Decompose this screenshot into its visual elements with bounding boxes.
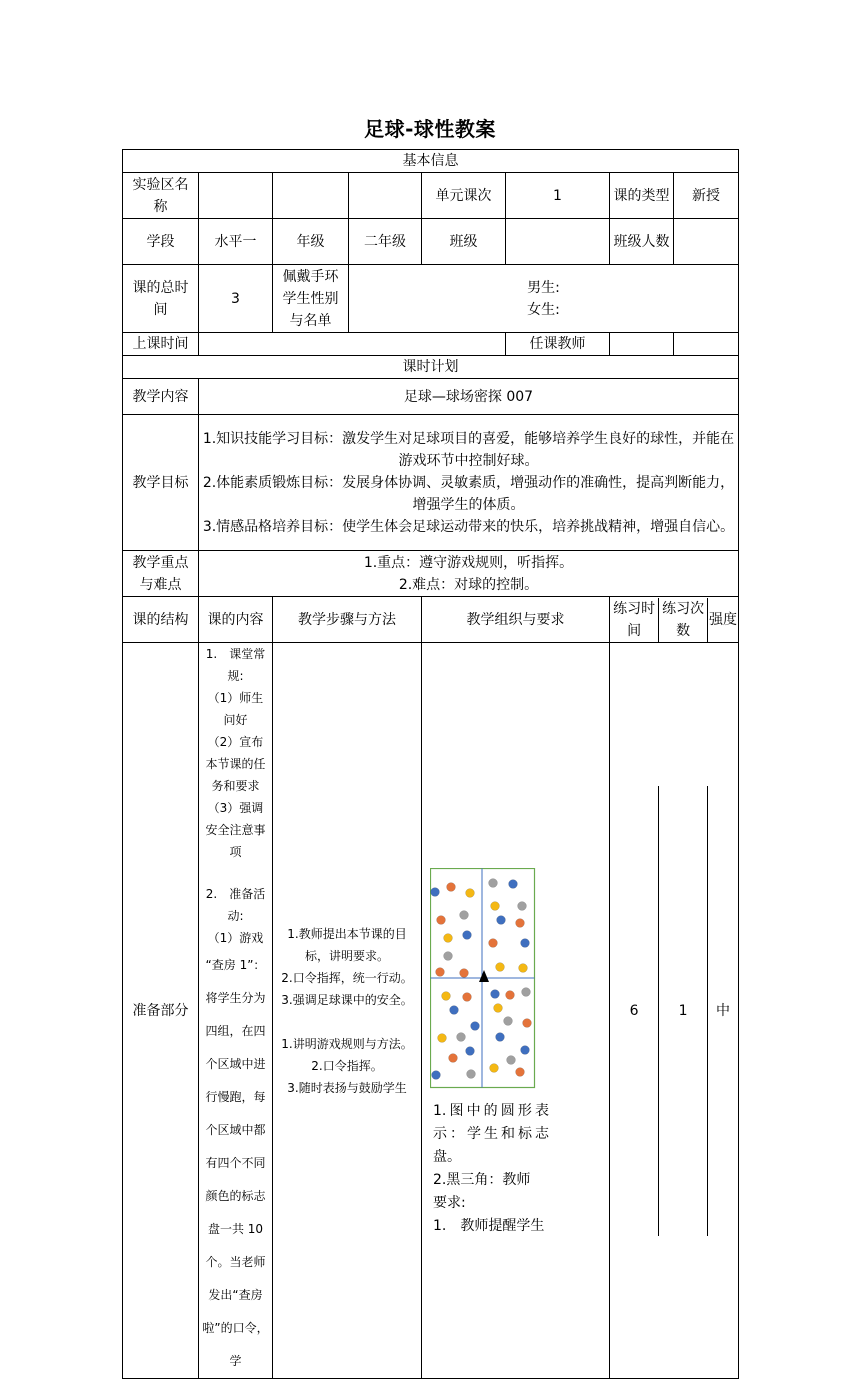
content-line: （3）强调安全注意事项 xyxy=(205,801,266,859)
marker-dot xyxy=(519,963,528,972)
org-line: 1.图中的圆形表示：学生和标志盘。 xyxy=(433,1102,549,1165)
class-value xyxy=(506,219,610,265)
marker-dot xyxy=(523,1018,532,1027)
marker-dot xyxy=(438,1033,447,1042)
key-points-cell xyxy=(199,551,739,597)
region-cell-2 xyxy=(273,173,349,219)
marker-dot xyxy=(489,938,498,947)
org-notes xyxy=(433,1100,549,1238)
type-value: 新授 xyxy=(674,173,739,219)
prep-metrics xyxy=(610,643,739,1379)
marker-dot xyxy=(449,1053,458,1062)
marker-dot xyxy=(431,887,440,896)
step-line: 2.口令指挥，统一行动。 xyxy=(281,970,413,985)
marker-dot xyxy=(460,910,469,919)
structure-header: 课的结构 xyxy=(123,597,199,643)
marker-dot xyxy=(460,968,469,977)
basic-info-header: 基本信息 xyxy=(123,150,739,173)
region-cell-3 xyxy=(349,173,422,219)
marker-dot xyxy=(432,1070,441,1079)
step-line: 1.教师提出本节课的目标，讲明要求。 xyxy=(287,926,407,963)
class-time-label: 上课时间 xyxy=(123,333,199,356)
class-time-value xyxy=(199,333,506,356)
marker-dot xyxy=(471,1021,480,1030)
content-line: （1）师生问好 xyxy=(207,691,264,727)
marker-dot xyxy=(444,933,453,942)
grade-value: 二年级 xyxy=(349,219,422,265)
goals-label: 教学目标 xyxy=(123,415,199,551)
content-line: （1）游戏 xyxy=(207,931,264,945)
marker-dot xyxy=(518,901,527,910)
field-diagram xyxy=(430,868,536,1090)
prep-label: 准备部分 xyxy=(123,643,199,1379)
male-label: 男生: xyxy=(527,279,560,296)
content-header: 课的内容 xyxy=(199,597,273,643)
teacher-label: 任课教师 xyxy=(506,333,610,356)
total-time-label: 课的总时间 xyxy=(123,265,199,333)
goal-item: 2.体能素质锻炼目标：发展身体协调、灵敏素质，增强动作的准确性，提高判断能力，增强学生的体质。 xyxy=(202,474,735,513)
count-label: 班级人数 xyxy=(610,219,674,265)
marker-dot xyxy=(521,1045,530,1054)
marker-dot xyxy=(496,1032,505,1041)
plan-header: 课时计划 xyxy=(123,356,739,379)
org-line: 1. 教师提醒学生 xyxy=(433,1217,545,1234)
content-line: （2）宣布本节课的任务和要求 xyxy=(205,735,266,793)
marker-dot xyxy=(466,1046,475,1055)
content-line: “查房 1”：将学生分为四组，在四个区域中进行慢跑，每个区域中都有四个不同颜色的标志盘一共 10 个。当老师发出“查房啦”的口令，学 xyxy=(202,958,269,1368)
content-label: 教学内容 xyxy=(123,379,199,415)
count-value xyxy=(674,219,739,265)
unit-label: 单元课次 xyxy=(422,173,506,219)
marker-dot xyxy=(497,915,506,924)
prep-steps xyxy=(273,643,422,1379)
marker-dot xyxy=(447,882,456,891)
marker-dot xyxy=(494,1003,503,1012)
marker-dot xyxy=(463,992,472,1001)
step-line: 3.随时表扬与鼓励学生 xyxy=(287,1080,407,1095)
marker-dot xyxy=(467,1069,476,1078)
marker-dot xyxy=(463,930,472,939)
marker-dot xyxy=(507,1055,516,1064)
grade-label: 年级 xyxy=(273,219,349,265)
marker-dot xyxy=(466,888,475,897)
stage-value: 水平一 xyxy=(199,219,273,265)
marker-dot xyxy=(442,991,451,1000)
content-line: 1. 课堂常规: xyxy=(205,647,266,683)
marker-dot xyxy=(491,989,500,998)
step-line: 1.讲明游戏规则与方法。 xyxy=(281,1036,413,1051)
key-point: 1.重点：遵守游戏规则，听指挥。 xyxy=(363,554,574,571)
goal-item: 1.知识技能学习目标：激发学生对足球项目的喜爱，能够培养学生良好的球性，并能在游戏环节中控制好球。 xyxy=(202,430,735,469)
teacher-triangle xyxy=(479,970,489,982)
org-line: 要求: xyxy=(433,1194,466,1211)
class-label: 班级 xyxy=(422,219,506,265)
content-value: 足球—球场密探 007 xyxy=(199,379,739,415)
goals-cell xyxy=(199,415,739,551)
marker-dot xyxy=(521,938,530,947)
female-label: 女生: xyxy=(527,301,560,318)
marker-dot xyxy=(516,918,525,927)
marker-dot xyxy=(437,915,446,924)
marker-dot xyxy=(522,987,531,996)
teacher-cell-2 xyxy=(674,333,739,356)
band-list-label: 佩戴手环学生性别与名单 xyxy=(273,265,349,333)
intensity-header: 强度 xyxy=(709,611,737,628)
practice-count-value: 1 xyxy=(659,786,708,1236)
content-line: 2. 准备活动: xyxy=(205,887,266,923)
marker-dot xyxy=(516,1067,525,1076)
total-time-value: 3 xyxy=(199,265,273,333)
practice-count-header: 练习次数 xyxy=(659,598,708,642)
step-line: 2.口令指挥。 xyxy=(311,1058,383,1073)
region-label: 实验区名称 xyxy=(123,173,199,219)
stage-label: 学段 xyxy=(123,219,199,265)
marker-dot xyxy=(490,1063,499,1072)
step-line: 3.强调足球课中的安全。 xyxy=(281,992,413,1007)
steps-header: 教学步骤与方法 xyxy=(273,597,422,643)
difficulty-point: 2.难点：对球的控制。 xyxy=(398,576,539,593)
practice-time-header: 练习时间 xyxy=(610,598,659,642)
marker-dot xyxy=(457,1032,466,1041)
band-list-cell xyxy=(349,265,739,333)
region-cell-1 xyxy=(199,173,273,219)
marker-dot xyxy=(491,901,500,910)
goal-item: 3.情感品格培养目标：使学生体会足球运动带来的快乐，培养挑战精神，增强自信心。 xyxy=(202,518,735,535)
lesson-plan-table xyxy=(122,149,739,1379)
marker-dot xyxy=(450,1005,459,1014)
marker-dot xyxy=(506,990,515,999)
key-points-label: 教学重点与难点 xyxy=(123,551,199,597)
prep-organization xyxy=(422,643,610,1379)
marker-dot xyxy=(489,878,498,887)
type-label: 课的类型 xyxy=(610,173,674,219)
unit-value: 1 xyxy=(506,173,610,219)
marker-dot xyxy=(504,1016,513,1025)
practice-time-value: 6 xyxy=(610,786,659,1236)
intensity-value: 中 xyxy=(716,1002,730,1019)
org-header: 教学组织与要求 xyxy=(422,597,610,643)
marker-dot xyxy=(436,967,445,976)
document-title: 足球-球性教案 xyxy=(364,117,496,141)
teacher-cell-1 xyxy=(610,333,674,356)
marker-dot xyxy=(496,962,505,971)
prep-content xyxy=(199,643,273,1379)
marker-dot xyxy=(509,879,518,888)
org-line: 2.黑三角：教师 xyxy=(433,1171,531,1188)
metrics-header xyxy=(610,597,739,643)
marker-dot xyxy=(444,951,453,960)
